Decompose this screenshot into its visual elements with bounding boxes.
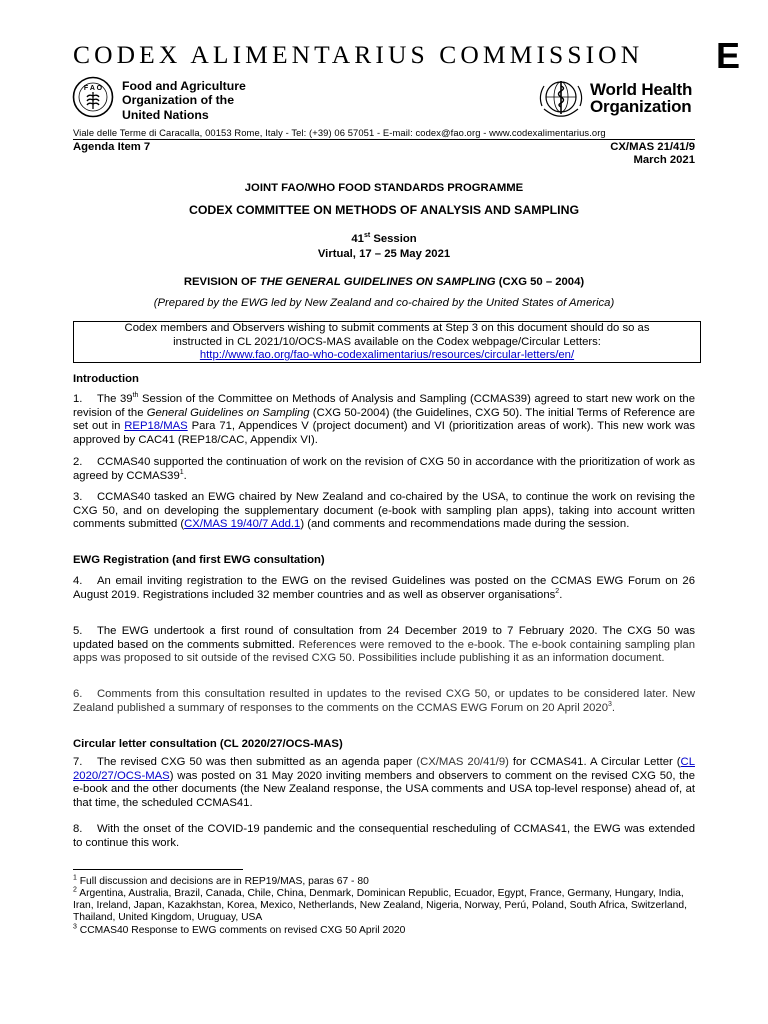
footnote-3 — [73, 925, 695, 937]
session-word: Session — [373, 233, 417, 245]
session-number: 41 — [351, 233, 364, 245]
paragraph-number: 2. — [73, 456, 83, 468]
who-name-line: World Health — [590, 80, 693, 99]
section-heading-introduction: Introduction — [73, 373, 139, 385]
paragraph-4 — [73, 575, 695, 602]
paragraph-text: ) was posted on 31 May 2020 inviting members and observers to comment on the revised CXG 50, the e-book and the other documents (the New Zealand response, the USA comments and USA top-level response) ahead of, at that time, the scheduled CCMAS41. — [73, 769, 695, 809]
footnote-divider — [73, 869, 243, 870]
paragraph-2 — [73, 456, 695, 483]
document-title — [73, 276, 695, 290]
programme-title: JOINT FAO/WHO FOOD STANDARDS PROGRAMME — [244, 182, 524, 194]
paragraph-number: 7. — [73, 756, 83, 768]
paragraph-3 — [73, 491, 695, 532]
cl-2020-27-link[interactable]: CL 2020/27/OCS-MAS — [73, 756, 695, 782]
fao-name-line: United Nations — [122, 107, 209, 122]
paragraph-8 — [73, 823, 695, 850]
paragraph-6 — [73, 688, 695, 715]
agenda-item: Agenda Item 7 — [73, 141, 151, 153]
paragraph-text: Comments from this consultation resulted in updates to the revised CXG 50, or updates to be considered later. New Zealand published a summary of responses to the comments on the CCMAS EWG Forum on 20 April 2020 — [73, 688, 695, 714]
footnote-1 — [73, 876, 695, 888]
who-name-line: Organization — [590, 97, 692, 116]
paragraph-text-grey: References were removed to the e-book. The e-book containing sampling plan apps was proposed to sit outside of the revised CXG 50. Possibilities include publishing it as an information document. — [73, 638, 695, 665]
language-code: E — [716, 35, 741, 76]
paragraph-text: . — [559, 588, 563, 601]
notice-line: Codex members and Observers wishing to submit comments at Step 3 on this document should do so as — [124, 322, 650, 334]
ordinal-superscript: th — [132, 392, 139, 400]
notice-line: instructed in CL 2021/10/OCS-MAS available on the Codex webpage/Circular Letters: — [173, 335, 601, 348]
fao-name-line: Food and Agriculture — [122, 79, 246, 93]
paragraph-number: 6. — [73, 688, 83, 700]
fao-emblem-icon — [72, 76, 114, 118]
paragraph-1 — [73, 393, 695, 447]
paragraph-text-grey: (CX/MAS 20/41/9) — [416, 756, 509, 768]
session-ordinal: st — [363, 232, 371, 240]
paragraph-7 — [73, 756, 695, 810]
paragraph-number: 3. — [73, 491, 83, 503]
footnote-mark: 2 — [73, 886, 77, 894]
paragraph-italic: General Guidelines on Sampling — [146, 406, 310, 419]
session-line — [73, 233, 695, 247]
footnote-mark: 3 — [73, 923, 77, 931]
document-reference-block — [610, 141, 695, 167]
who-name — [590, 81, 692, 115]
document-reference: CX/MAS 21/41/9 — [610, 141, 695, 153]
fao-name-line: Organization of the — [122, 93, 235, 108]
paragraph-5 — [73, 625, 695, 666]
session-venue: Virtual, 17 – 25 May 2021 — [317, 248, 451, 260]
footnote-mark: 1 — [73, 874, 77, 882]
who-emblem-icon — [536, 76, 586, 120]
title-prefix: REVISION OF — [183, 276, 260, 288]
footnote-2 — [73, 888, 695, 925]
address-line: Viale delle Terme di Caracalla, 00153 Rome, Italy - Tel: (+39) 06 57051 - E-mail: codex@fao.org - www.codexalimentarius.org — [73, 127, 606, 138]
paragraph-text: An email inviting registration to the EWG on the revised Guidelines was posted on the CCMAS EWG Forum on 26 August 2019. Registrations included 32 member countries and as well as observer organisations — [73, 575, 695, 601]
footnote-text: Argentina, Australia, Brazil, Canada, Chile, China, Denmark, Dominican Republic, Ecuador, Egypt, France, Germany, Hungary, India, Iran, Ireland, Japan, Kazakhstan, Korea, Mexico, Netherlands, New Zealand, Nigeria, Norway, Perú, Poland, South Africa, Switzerland, Thailand, United Kingdom, Uruguay, USA — [73, 888, 687, 924]
svg-text:F A O: F A O — [83, 85, 103, 92]
paragraph-text: The revised CXG 50 was then submitted as an agenda paper — [97, 756, 417, 768]
comments-notice-box — [73, 321, 701, 363]
prepared-by: (Prepared by the EWG led by New Zealand and co-chaired by the United States of America) — [153, 297, 615, 309]
paragraph-text: . — [611, 701, 616, 714]
footnote-ref: 2 — [555, 587, 560, 595]
committee-title: CODEX COMMITTEE ON METHODS OF ANALYSIS AND SAMPLING — [188, 203, 580, 217]
title-suffix: (CXG 50 – 2004) — [495, 276, 585, 288]
circular-letters-link[interactable]: http://www.fao.org/fao-who-codexalimentarius/resources/circular-letters/en/ — [199, 349, 575, 361]
document-date: March 2021 — [633, 154, 695, 166]
footnote-text: Full discussion and decisions are in REP19/MAS, paras 67 - 80 — [76, 876, 369, 887]
rep18-mas-link[interactable]: REP18/MAS — [124, 420, 188, 433]
paragraph-text: Para 71, Appendices V (project document) and VI (prioritization areas of work). This new work was approved by CAC41 (REP18/CAC, Appendix VI). — [73, 420, 696, 446]
paragraph-text: The EWG undertook a first round of consultation from 24 December 2019 to 7 February 2020. The CXG 50 was updated based on the comments submitted. — [73, 625, 695, 651]
paragraph-number: 1. — [73, 393, 83, 405]
paragraph-number: 8. — [73, 823, 83, 835]
masthead: CODEX ALIMENTARIUS COMMISSION — [73, 40, 644, 69]
paragraph-text: . — [183, 469, 187, 482]
section-heading-ewg: EWG Registration (and first EWG consultation) — [73, 554, 325, 566]
paragraph-text: (CXG 50-2004) (the Guidelines, CXG 50). The initial Terms of Reference are set out in — [73, 406, 696, 433]
footnote-ref: 3 — [607, 700, 612, 708]
section-heading-circular-letter: Circular letter consultation (CL 2020/27/OCS-MAS) — [73, 738, 343, 750]
footnote-text: CCMAS40 Response to EWG comments on revised CXG 50 April 2020 — [76, 925, 406, 936]
title-italic: THE GENERAL GUIDELINES ON SAMPLING — [259, 276, 496, 288]
paragraph-text: Session of the Committee on Methods of Analysis and Sampling (CCMAS39) agreed to start new work on the revision of the — [73, 393, 695, 419]
footnote-ref: 1 — [179, 468, 184, 476]
paragraph-number: 5. — [73, 625, 83, 637]
paragraph-text: ) (and comments and recommendations made during the session. — [300, 518, 630, 531]
paragraph-text: for CCMAS41. A Circular Letter ( — [508, 756, 681, 768]
paragraph-text: CCMAS40 supported the continuation of work on the revision of CXG 50 in accordance with the prioritization of work as agreed by CCMAS39 — [73, 456, 695, 482]
fao-name — [122, 79, 246, 122]
cx-mas-19-40-7-link[interactable]: CX/MAS 19/40/7 Add.1 — [184, 518, 301, 531]
paragraph-number: 4. — [73, 575, 83, 587]
paragraph-text: The 39 — [97, 393, 133, 405]
header-divider — [73, 139, 695, 140]
paragraph-text: With the onset of the COVID-19 pandemic and the consequential rescheduling of CCMAS41, the EWG was extended to continue this work. — [73, 823, 695, 849]
paragraph-text: CCMAS40 tasked an EWG chaired by New Zealand and co-chaired by the USA, to continue the work on revising the CXG 50, and on developing the supplementary document (e-book with sampling plan apps), taking into account written comments submitted ( — [73, 491, 695, 531]
